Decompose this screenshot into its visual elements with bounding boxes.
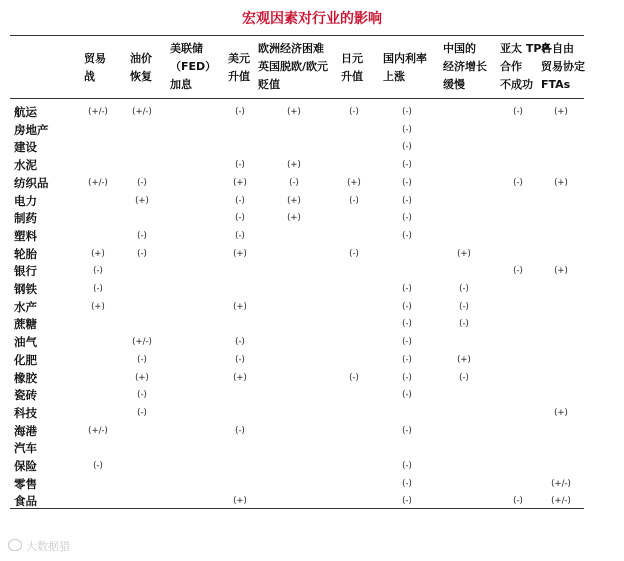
column-header-line: 恢复	[130, 70, 152, 83]
watermark-logo-icon	[8, 539, 22, 551]
bottom-rule	[10, 508, 584, 509]
table-cell: (-)	[137, 390, 147, 401]
table-cell: (+)	[233, 248, 247, 259]
row-label: 橡胶	[14, 370, 37, 385]
header-rule	[10, 98, 584, 99]
table-cell: (+)	[135, 195, 149, 206]
table-cell: (-)	[402, 478, 412, 489]
column-header-line: 中国的	[443, 42, 476, 55]
row-label: 海港	[14, 423, 37, 438]
table-cell: (+/-)	[88, 177, 108, 188]
row-label: 科技	[14, 405, 37, 420]
row-label: 电力	[14, 193, 37, 208]
table-cell: (+/-)	[132, 107, 152, 117]
table-cell: (+)	[347, 177, 361, 188]
column-header-usd	[228, 50, 250, 86]
table-cell: (-)	[402, 107, 412, 117]
table-cell: (-)	[402, 160, 412, 171]
table-cell: (-)	[402, 496, 412, 507]
table-cell: (+)	[135, 372, 149, 383]
row-label: 钢铁	[14, 282, 37, 296]
table-cell: (-)	[349, 248, 359, 259]
table-cell: (-)	[402, 124, 412, 135]
table-cell: (-)	[459, 284, 469, 294]
row-label: 建设	[14, 140, 37, 155]
table-cell: (-)	[235, 213, 245, 224]
column-header-line: FTAs	[541, 78, 571, 91]
table-cell: (+)	[554, 407, 568, 418]
column-header-line: 欧洲经济困难	[258, 42, 324, 55]
column-header-oil	[130, 50, 152, 86]
table-cell: (-)	[93, 461, 103, 471]
column-header-line: 美元	[228, 52, 250, 65]
table-cell: (-)	[137, 177, 147, 188]
row-label: 银行	[14, 264, 37, 279]
table-cell: (+)	[233, 372, 247, 383]
table-cell: (-)	[349, 195, 359, 206]
row-label: 水产	[14, 299, 37, 314]
row-label: 水泥	[14, 158, 37, 173]
row-label: 塑料	[14, 228, 37, 243]
table-cell: (-)	[402, 390, 412, 401]
table-cell: (-)	[402, 354, 412, 365]
table-cell: (+)	[457, 248, 471, 259]
table-cell: (-)	[459, 301, 469, 312]
column-header-line: 亚太 TPP	[500, 42, 550, 55]
column-header-line: 升值	[341, 70, 363, 83]
table-cell: (+)	[457, 354, 471, 365]
row-label: 食品	[14, 494, 37, 509]
table-cell: (-)	[93, 266, 103, 277]
column-header-cn	[443, 40, 487, 94]
row-label: 房地产	[14, 122, 49, 137]
table-cell: (+)	[233, 301, 247, 312]
column-header-line: （FED）	[170, 60, 217, 73]
column-header-jpy	[341, 50, 363, 86]
table-cell: (-)	[137, 230, 147, 241]
table-cell: (-)	[513, 107, 523, 117]
table-cell: (-)	[402, 301, 412, 312]
column-header-line: 加息	[170, 78, 192, 91]
column-header-line: 贬值	[258, 78, 280, 91]
row-label: 航运	[14, 105, 37, 119]
column-header-line: 经济增长	[443, 60, 487, 73]
table-cell: (-)	[402, 284, 412, 294]
column-header-line: 油价	[130, 52, 152, 65]
row-label: 纺织品	[14, 175, 49, 190]
table-cell: (+)	[554, 107, 568, 117]
watermark	[8, 538, 70, 554]
row-label: 油气	[14, 335, 37, 350]
table-cell: (+)	[287, 213, 301, 224]
column-header-trade	[84, 50, 106, 86]
table-cell: (-)	[402, 337, 412, 348]
table-cell: (-)	[235, 337, 245, 348]
table-cell: (-)	[402, 177, 412, 188]
row-label: 制药	[14, 211, 37, 226]
row-label: 轮胎	[14, 246, 37, 261]
table-cell: (-)	[93, 284, 103, 294]
table-cell: (-)	[513, 177, 523, 188]
table-cell: (-)	[349, 372, 359, 383]
table-cell: (+)	[554, 266, 568, 277]
table-cell: (-)	[349, 107, 359, 117]
table-cell: (-)	[235, 354, 245, 365]
column-header-line: 贸易	[84, 52, 106, 65]
table-cell: (-)	[235, 160, 245, 171]
table-cell: (-)	[513, 266, 523, 277]
table-cell: (-)	[289, 177, 299, 188]
row-label: 化肥	[14, 352, 37, 367]
table-cell: (+/-)	[88, 425, 108, 436]
column-header-line: 合作	[500, 60, 522, 73]
table-cell: (+)	[554, 177, 568, 188]
table-cell: (-)	[459, 372, 469, 383]
column-header-line: 不成功	[500, 78, 533, 91]
column-header-line: 美联储	[170, 42, 203, 55]
row-label: 保险	[14, 459, 37, 473]
column-header-line: 贸易协定	[541, 60, 585, 73]
top-rule	[10, 35, 584, 36]
table-cell: (-)	[235, 195, 245, 206]
table-cell: (-)	[137, 248, 147, 259]
column-header-line: 各自由	[541, 42, 574, 55]
column-header-eu	[258, 40, 328, 94]
table-cell: (-)	[137, 407, 147, 418]
table-cell: (-)	[235, 425, 245, 436]
table-cell: (-)	[137, 354, 147, 365]
table-cell: (+)	[233, 496, 247, 507]
column-header-rate	[383, 50, 427, 86]
table-cell: (-)	[235, 107, 245, 117]
table-cell: (-)	[402, 213, 412, 224]
table-cell: (+)	[91, 301, 105, 312]
table-cell: (-)	[513, 496, 523, 507]
column-header-line: 升值	[228, 70, 250, 83]
table-cell: (-)	[402, 195, 412, 206]
table-cell: (-)	[402, 319, 412, 330]
row-label: 蔗糖	[14, 317, 37, 332]
column-header-line: 日元	[341, 52, 363, 65]
table-cell: (-)	[402, 372, 412, 383]
row-label: 零售	[14, 476, 37, 491]
column-header-line: 上涨	[383, 70, 405, 83]
table-cell: (+/-)	[551, 496, 571, 507]
table-cell: (-)	[235, 230, 245, 241]
table-cell: (-)	[402, 230, 412, 241]
table-cell: (-)	[402, 142, 412, 153]
table-cell: (+)	[287, 107, 301, 117]
column-header-line: 战	[84, 70, 95, 83]
column-header-line: 英国脱欧/欧元	[258, 60, 329, 73]
column-header-line: 国内利率	[383, 52, 427, 65]
row-label: 瓷砖	[14, 388, 37, 403]
table-cell: (+)	[287, 160, 301, 171]
column-header-fed	[170, 40, 216, 94]
table-cell: (-)	[402, 461, 412, 471]
table-cell: (+/-)	[551, 478, 571, 489]
column-header-line: 缓慢	[443, 78, 465, 91]
table-cell: (+)	[233, 177, 247, 188]
column-header-fta	[541, 40, 585, 94]
table-cell: (-)	[459, 319, 469, 330]
table-cell: (+/-)	[132, 337, 152, 348]
row-label: 汽车	[14, 441, 37, 456]
table-cell: (+)	[287, 195, 301, 206]
watermark-text: 大数据猎	[26, 540, 70, 553]
table-cell: (+)	[91, 248, 105, 259]
table-title: 宏观因素对行业的影响	[242, 11, 382, 27]
table-cell: (+/-)	[88, 107, 108, 117]
table-cell: (-)	[402, 425, 412, 436]
